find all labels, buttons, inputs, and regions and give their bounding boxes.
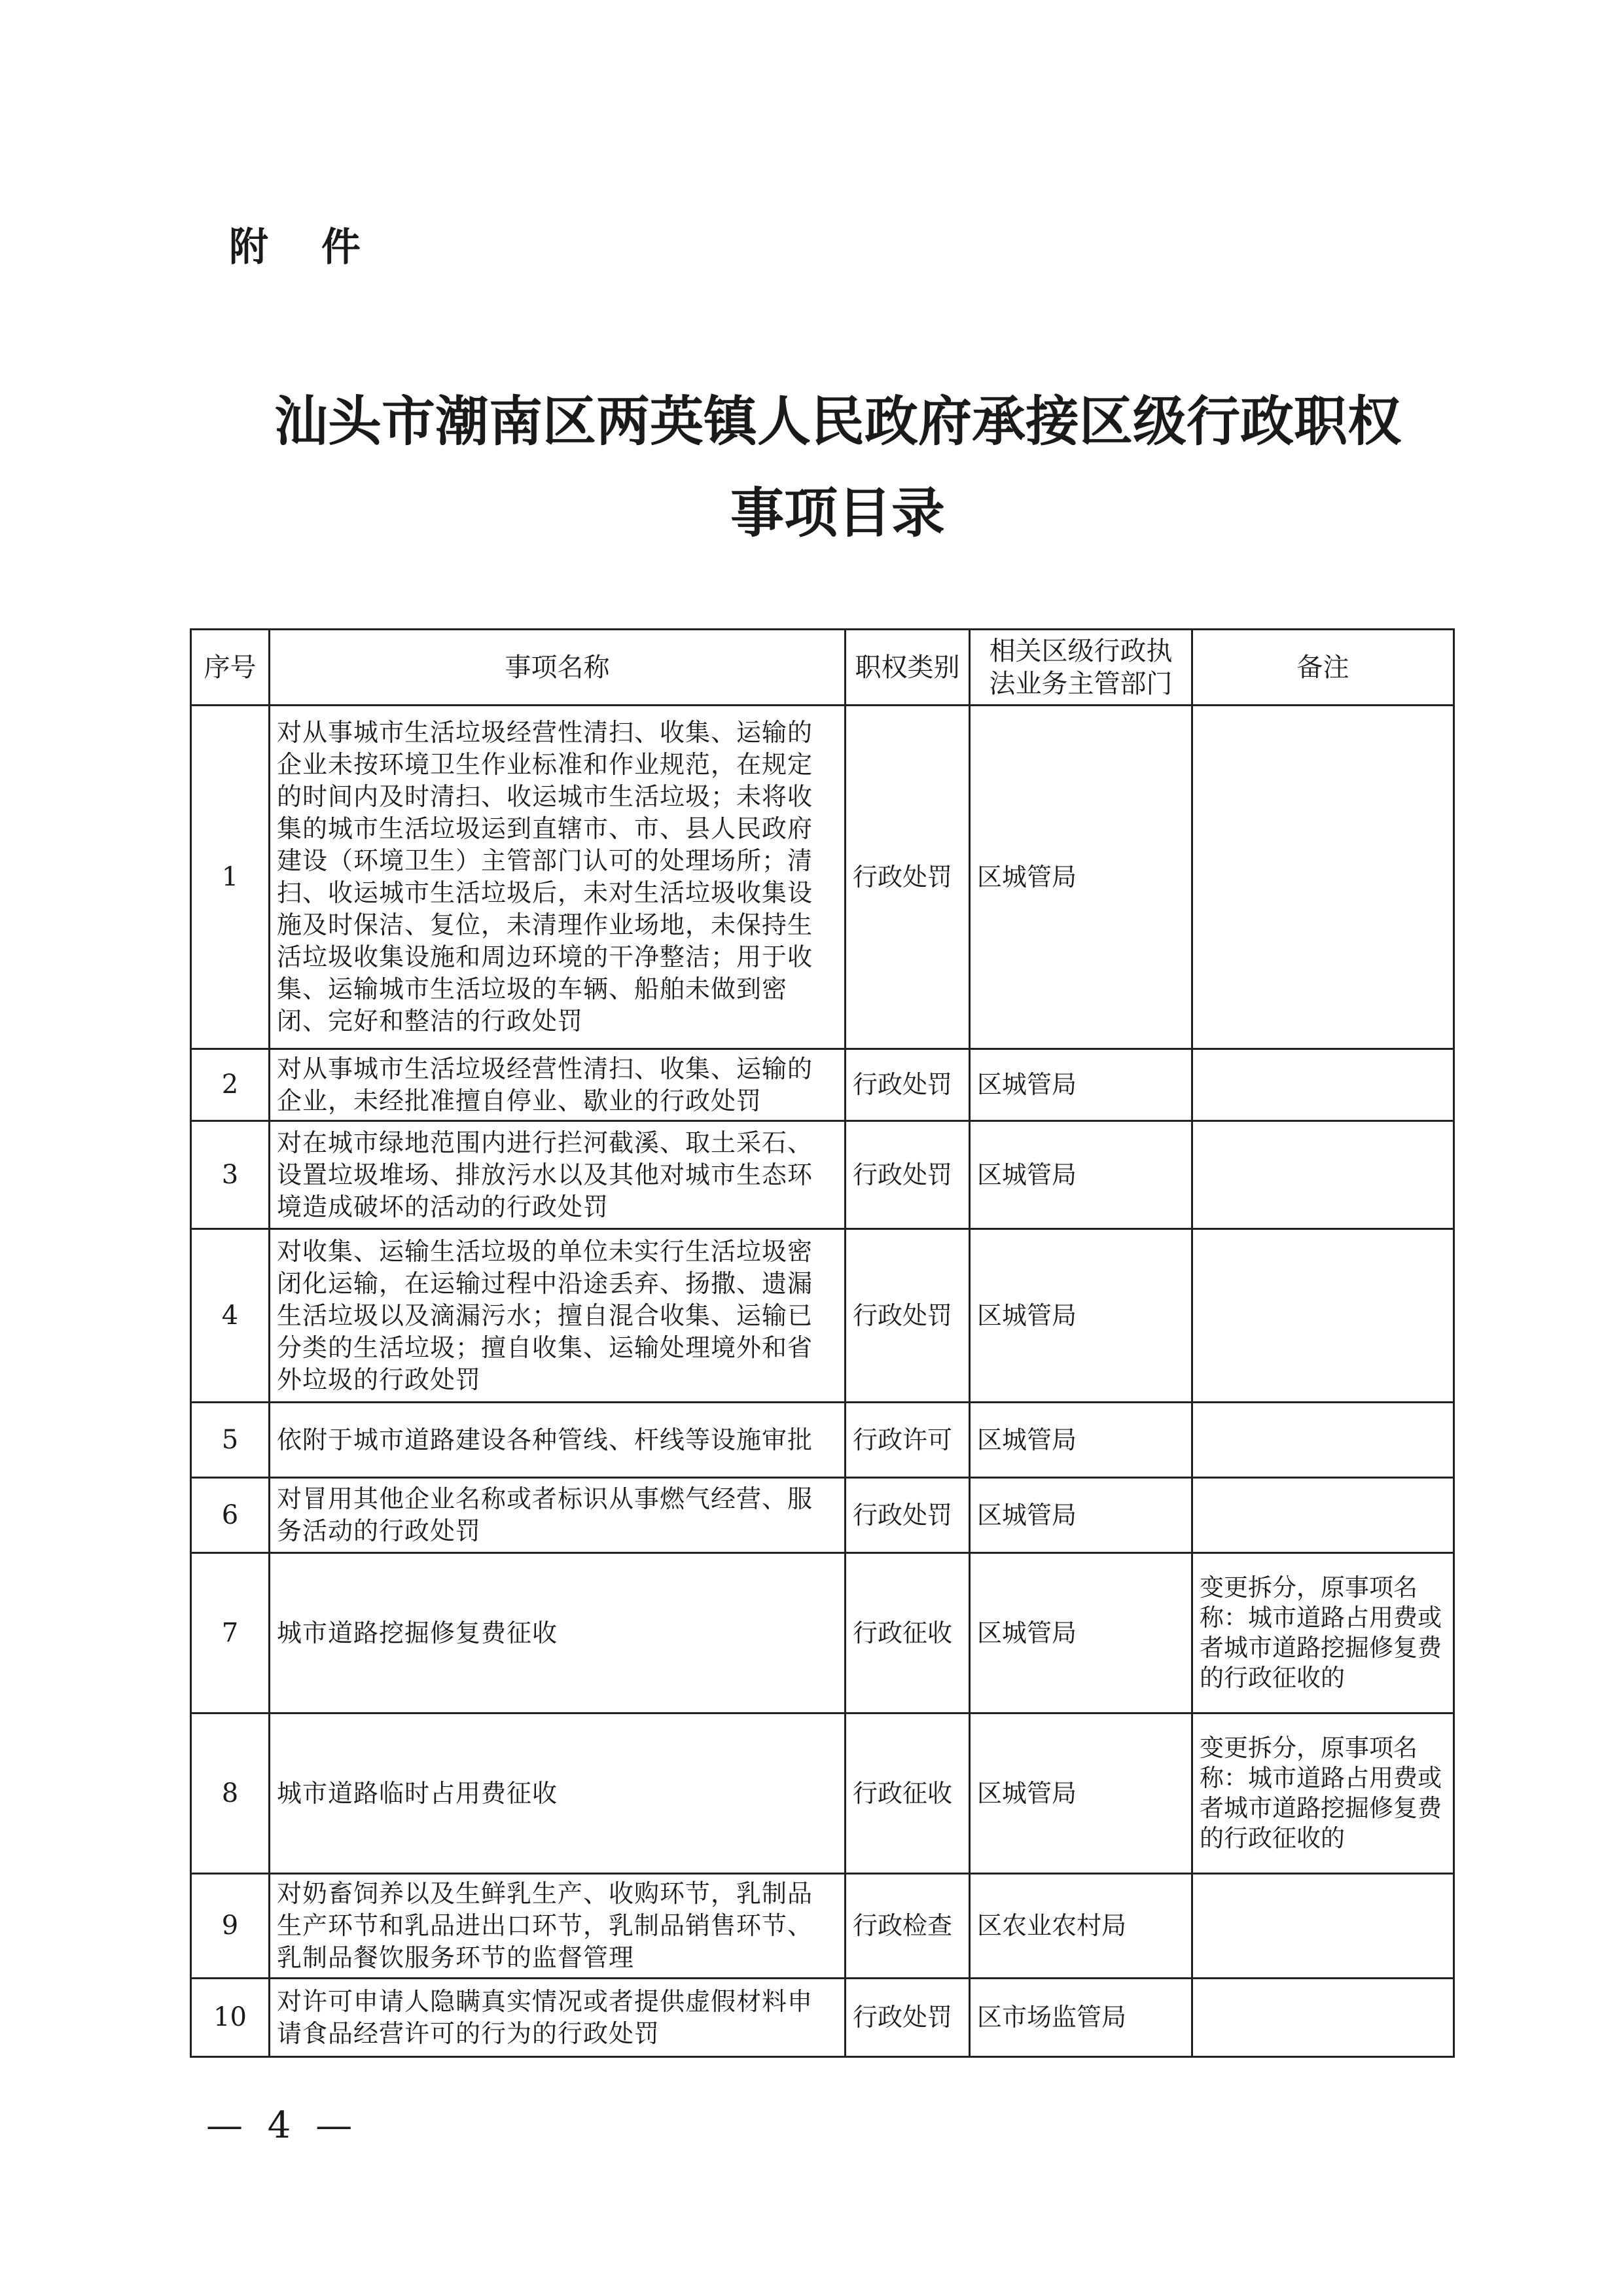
row-no: 1	[191, 706, 270, 1049]
row-name: 对许可申请人隐瞒真实情况或者提供虚假材料申请食品经营许可的行为的行政处罚	[270, 1979, 846, 2057]
row-dept: 区城管局	[970, 1478, 1192, 1553]
row-name: 对奶畜饲养以及生鲜乳生产、收购环节，乳制品生产环节和乳品进出口环节，乳制品销售环节、乳制品餐饮服务环节的监督管理	[270, 1874, 846, 1979]
table-row	[191, 1713, 1454, 1874]
row-category: 行政处罚	[846, 1049, 970, 1121]
row-remark	[1192, 1979, 1454, 2057]
document-title-line-1: 汕头市潮南区两英镇人民政府承接区级行政职权	[274, 391, 1401, 453]
row-category: 行政处罚	[846, 706, 970, 1049]
row-no: 4	[191, 1229, 270, 1403]
row-category: 行政征收	[846, 1713, 970, 1874]
table-row	[191, 1478, 1454, 1553]
header-name: 事项名称	[270, 630, 846, 706]
table-row	[191, 1874, 1454, 1979]
row-remark	[1192, 1049, 1454, 1121]
row-category: 行政处罚	[846, 1979, 970, 2057]
row-remark	[1192, 1403, 1454, 1478]
row-remark	[1192, 1478, 1454, 1553]
row-remark	[1192, 706, 1454, 1049]
row-name: 城市道路挖掘修复费征收	[270, 1553, 846, 1713]
table-header-row	[191, 630, 1454, 706]
table-row	[191, 706, 1454, 1049]
row-name: 对在城市绿地范围内进行拦河截溪、取土采石、设置垃圾堆场、排放污水以及其他对城市生态环境造成破坏的活动的行政处罚	[270, 1121, 846, 1229]
row-no: 9	[191, 1874, 270, 1979]
row-name: 依附于城市道路建设各种管线、杆线等设施审批	[270, 1403, 846, 1478]
table-row	[191, 1979, 1454, 2057]
row-dept: 区城管局	[970, 1713, 1192, 1874]
row-name: 对冒用其他企业名称或者标识从事燃气经营、服务活动的行政处罚	[270, 1478, 846, 1553]
row-category: 行政处罚	[846, 1478, 970, 1553]
header-no: 序号	[191, 630, 270, 706]
table-row	[191, 1229, 1454, 1403]
row-name: 对从事城市生活垃圾经营性清扫、收集、运输的企业未按环境卫生作业标准和作业规范，在规定的时间内及时清扫、收运城市生活垃圾；未将收集的城市生活垃圾运到直辖市、市、县人民政府建设（环境卫生）主管部门认可的处理场所；清扫、收运城市生活垃圾后，未对生活垃圾收集设施及时保洁、复位，未清理作业场地，未保持生活垃圾收集设施和周边环境的干净整洁；用于收集、运输城市生活垃圾的车辆、船舶未做到密闭、完好和整洁的行政处罚	[270, 706, 846, 1049]
row-dept: 区城管局	[970, 1229, 1192, 1403]
row-dept: 区城管局	[970, 1553, 1192, 1713]
row-remark	[1192, 1229, 1454, 1403]
row-dept: 区市场监管局	[970, 1979, 1192, 2057]
row-name: 城市道路临时占用费征收	[270, 1713, 846, 1874]
row-no: 3	[191, 1121, 270, 1229]
table-row	[191, 1121, 1454, 1229]
row-category: 行政处罚	[846, 1121, 970, 1229]
document-title-line-2: 事项目录	[730, 482, 945, 545]
header-category: 职权类别	[846, 630, 970, 706]
row-category: 行政检查	[846, 1874, 970, 1979]
row-remark	[1192, 1874, 1454, 1979]
row-dept: 区城管局	[970, 706, 1192, 1049]
row-name: 对从事城市生活垃圾经营性清扫、收集、运输的企业，未经批准擅自停业、歇业的行政处罚	[270, 1049, 846, 1121]
row-no: 5	[191, 1403, 270, 1478]
document-title	[249, 376, 1427, 560]
table-row	[191, 1049, 1454, 1121]
row-no: 8	[191, 1713, 270, 1874]
row-dept: 区城管局	[970, 1403, 1192, 1478]
row-no: 6	[191, 1478, 270, 1553]
row-remark: 变更拆分，原事项名称：城市道路占用费或者城市道路挖掘修复费的行政征收的	[1192, 1553, 1454, 1713]
row-dept: 区城管局	[970, 1049, 1192, 1121]
row-name: 对收集、运输生活垃圾的单位未实行生活垃圾密闭化运输，在运输过程中沿途丢弃、扬撒、遗漏生活垃圾以及滴漏污水；擅自混合收集、运输已分类的生活垃圾；擅自收集、运输处理境外和省外垃圾的行政处罚	[270, 1229, 846, 1403]
row-remark: 变更拆分，原事项名称：城市道路占用费或者城市道路挖掘修复费的行政征收的	[1192, 1713, 1454, 1874]
row-remark	[1192, 1121, 1454, 1229]
row-category: 行政征收	[846, 1553, 970, 1713]
row-no: 7	[191, 1553, 270, 1713]
header-dept: 相关区级行政执法业务主管部门	[970, 630, 1192, 706]
table-row	[191, 1553, 1454, 1713]
row-no: 2	[191, 1049, 270, 1121]
row-no: 10	[191, 1979, 270, 2057]
row-dept: 区农业农村局	[970, 1874, 1192, 1979]
table-row	[191, 1403, 1454, 1478]
header-remark: 备注	[1192, 630, 1454, 706]
page-number: — 4 —	[206, 2104, 359, 2147]
catalog-table	[190, 628, 1455, 2058]
row-dept: 区城管局	[970, 1121, 1192, 1229]
attachment-label: 附 件	[229, 224, 380, 270]
row-category: 行政处罚	[846, 1229, 970, 1403]
row-category: 行政许可	[846, 1403, 970, 1478]
